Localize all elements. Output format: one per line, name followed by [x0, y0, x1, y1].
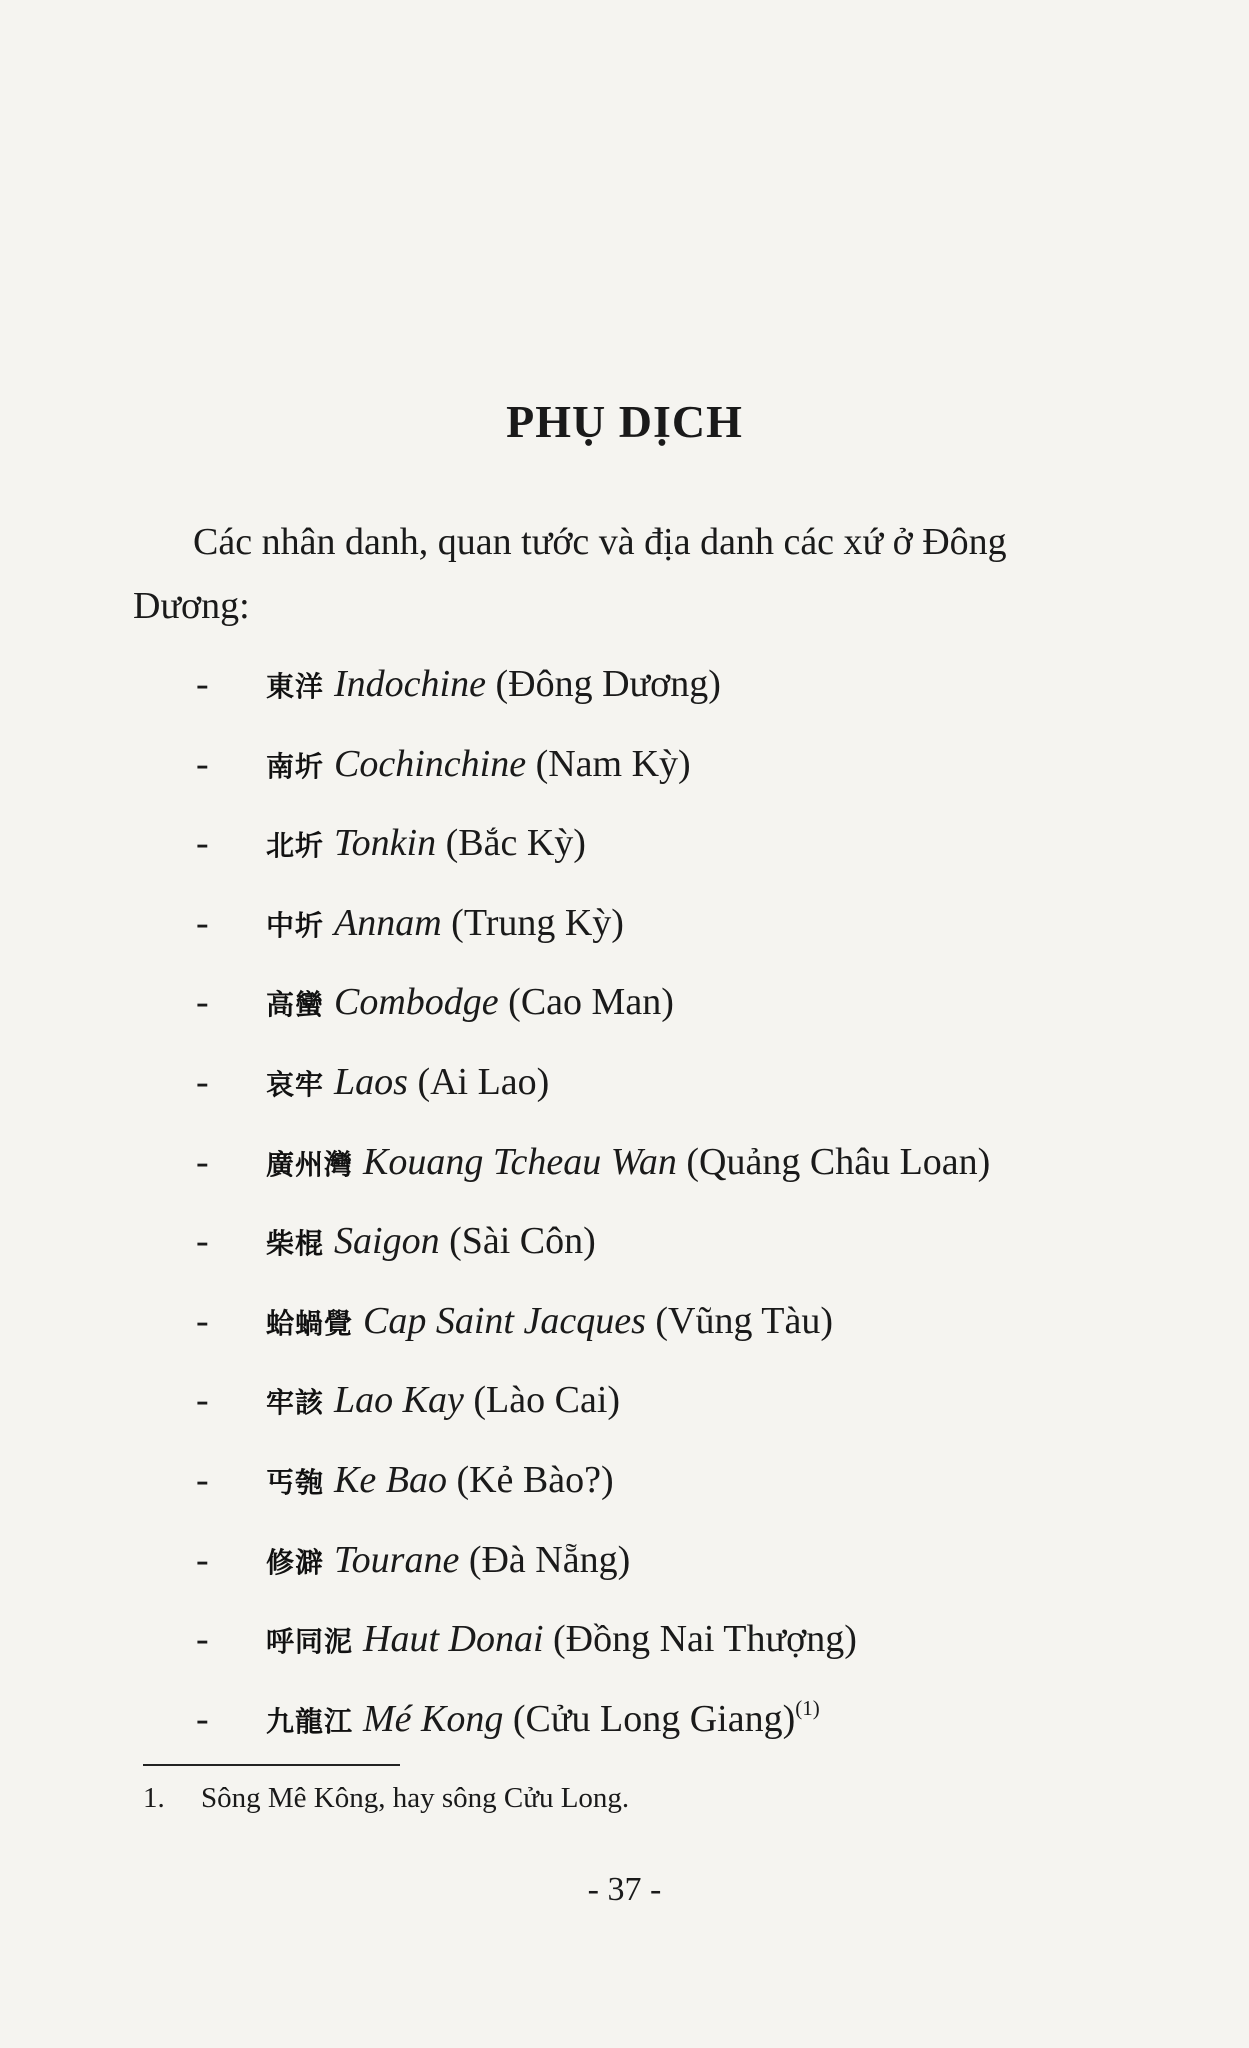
vietnamese-name: (Cao Man): [508, 981, 674, 1024]
vietnamese-name: (Sài Côn): [449, 1220, 596, 1263]
list-item: [0, 1530, 1249, 1610]
vietnamese-name: (Kẻ Bào?): [456, 1458, 614, 1501]
entry-content: [266, 1291, 833, 1354]
list-item: [0, 1211, 1249, 1291]
footnote-reference[interactable]: (1): [795, 1695, 820, 1720]
list-item: [0, 734, 1249, 814]
list-item: [0, 1291, 1249, 1371]
list-bullet-dash: -: [196, 1538, 209, 1581]
list-bullet-dash: -: [196, 1220, 209, 1263]
han-name: 北圻: [266, 829, 325, 863]
han-name: 丐匏: [266, 1465, 325, 1499]
vietnamese-name: (Quảng Châu Loan): [686, 1140, 991, 1183]
list-item: [0, 1689, 1249, 1769]
latin-name: Mé Kong: [363, 1697, 504, 1740]
vietnamese-name: (Trung Kỳ): [451, 901, 624, 944]
vietnamese-name: (Ai Lao): [417, 1060, 550, 1103]
entry-content: [266, 893, 624, 956]
entry-list: [0, 654, 1249, 1768]
entry-content: [266, 1530, 630, 1593]
vietnamese-name: (Vũng Tàu): [655, 1299, 834, 1342]
han-name: 高蠻: [266, 988, 325, 1022]
entry-content: [266, 813, 586, 876]
han-name: 蛤蝸覺: [266, 1306, 354, 1340]
list-bullet-dash: -: [196, 1458, 209, 1501]
latin-name: Annam: [334, 901, 442, 944]
list-item: [0, 1052, 1249, 1132]
list-bullet-dash: -: [196, 663, 209, 705]
latin-name: Combodge: [334, 981, 499, 1024]
latin-name: Laos: [334, 1060, 408, 1103]
latin-name: Tourane: [334, 1538, 460, 1581]
han-name: 南圻: [266, 749, 325, 783]
vietnamese-name: (Nam Kỳ): [535, 742, 691, 785]
latin-name: Indochine: [334, 663, 486, 705]
latin-name: Kouang Tcheau Wan: [363, 1140, 677, 1183]
footnote-divider: [143, 1764, 400, 1766]
list-item: [0, 1609, 1249, 1689]
entry-content: [266, 1450, 614, 1513]
list-item: [0, 1370, 1249, 1450]
han-name: 中圻: [266, 908, 325, 942]
list-item: [0, 972, 1249, 1052]
entry-content: [266, 972, 674, 1035]
han-name: 修澼: [266, 1545, 325, 1579]
han-name: 柴棍: [266, 1227, 325, 1261]
latin-name: Cap Saint Jacques: [363, 1299, 646, 1342]
vietnamese-name: (Đà Nẵng): [468, 1538, 631, 1581]
footnote-text: Sông Mê Kông, hay sông Cửu Long.: [201, 1782, 630, 1814]
han-name: 廣州灣: [266, 1147, 354, 1181]
list-bullet-dash: -: [196, 1379, 209, 1422]
entry-content: [266, 1609, 857, 1672]
list-item: [0, 1132, 1249, 1212]
entry-content: [266, 654, 721, 717]
list-item: [0, 893, 1249, 973]
page-title: PHỤ DỊCH: [506, 396, 743, 447]
han-name: 牢該: [266, 1386, 325, 1420]
han-name: 九龍江: [266, 1704, 354, 1738]
entry-content: [266, 1211, 596, 1274]
han-name: 東洋: [266, 670, 325, 703]
entry-content: [266, 1370, 620, 1433]
list-bullet-dash: -: [196, 1299, 209, 1342]
latin-name: Cochinchine: [334, 742, 527, 785]
entry-content: [266, 734, 691, 797]
footnote-number: 1.: [143, 1782, 165, 1814]
vietnamese-name: (Bắc Kỳ): [445, 822, 586, 865]
entry-content: [266, 1132, 990, 1195]
list-bullet-dash: -: [196, 1060, 209, 1103]
vietnamese-name: (Cửu Long Giang): [512, 1697, 796, 1740]
list-bullet-dash: -: [196, 981, 209, 1024]
list-bullet-dash: -: [196, 822, 209, 865]
han-name: 哀牢: [266, 1067, 325, 1101]
list-bullet-dash: -: [196, 1140, 209, 1183]
list-item: [0, 654, 1249, 734]
latin-name: Saigon: [334, 1220, 440, 1263]
list-bullet-dash: -: [196, 1618, 209, 1661]
latin-name: Haut Donai: [363, 1618, 544, 1661]
list-bullet-dash: -: [196, 742, 209, 785]
intro-paragraph: Các nhân danh, quan tước và địa danh các xứ ở Đông Dương:: [133, 521, 1007, 627]
entry-content: [266, 1052, 549, 1115]
latin-name: Tonkin: [334, 822, 437, 865]
list-item: [0, 1450, 1249, 1530]
footnote: [143, 1778, 629, 1818]
list-bullet-dash: -: [196, 1697, 209, 1740]
entry-content: [266, 1689, 820, 1752]
page-number: - 37 -: [587, 1871, 662, 1908]
latin-name: Lao Kay: [334, 1379, 464, 1422]
list-item: [0, 813, 1249, 893]
latin-name: Ke Bao: [334, 1458, 447, 1501]
list-bullet-dash: -: [196, 901, 209, 944]
vietnamese-name: (Đông Dương): [495, 663, 721, 705]
vietnamese-name: (Đồng Nai Thượng): [553, 1618, 857, 1661]
vietnamese-name: (Lào Cai): [473, 1379, 621, 1422]
han-name: 呼同泥: [266, 1625, 354, 1659]
